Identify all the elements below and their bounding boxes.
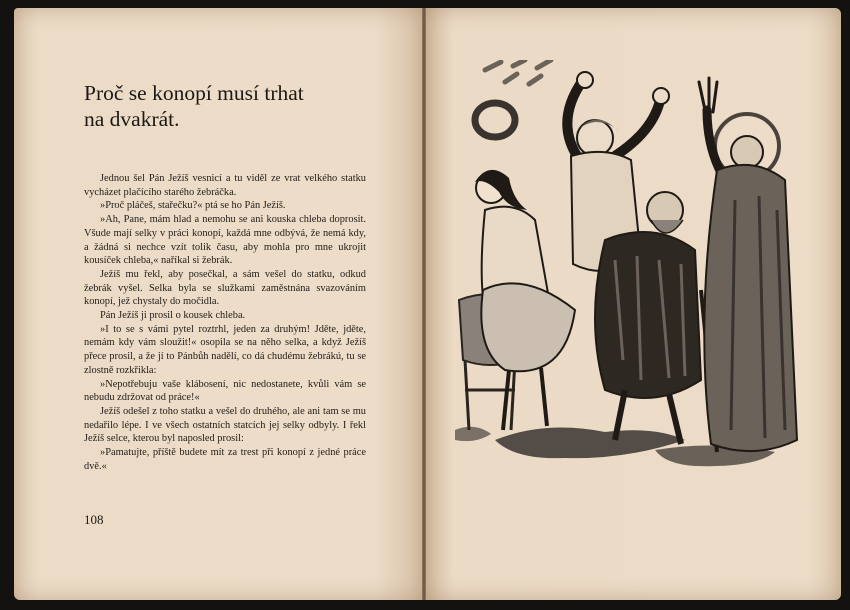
paragraph: »Pamatujte, příště budete mít za trest při konopí z jedné práce dvě.« [84, 447, 366, 472]
paragraph: »Ah, Pane, mám hlad a nemohu se ani kouska chleba doprosit. Všude mají selky v práci konopí, každá mne odbývá, že nemá kdy, a žádná si nechce vzít tolik času, aby mohla pro mne ukrojit kousíček chleba,« naříkal si žebrák. [84, 214, 366, 267]
woman-legs [503, 368, 547, 430]
chapter-title-line-1: Proč se konopí musí trhat [84, 81, 304, 105]
chapter-title [84, 80, 384, 132]
fist [577, 72, 593, 88]
beggar-beard [651, 220, 683, 233]
sky-streaks [485, 60, 551, 84]
robed-figure-head [731, 136, 763, 168]
page-number: 108 [84, 512, 104, 527]
paragraph: Jednou šel Pán Ježíš vesnicí a tu viděl ze vrat velkého statku vycházet plačícího starého žebráčka. [84, 173, 366, 198]
woman-skirt [481, 283, 575, 371]
paragraph: Ježíš mu řekl, aby posečkal, a sám vešel do statku, odkud žebrák vyšel. Selka byla se služkami zaměstnána svazováním konopí, jež chystaly do močidla. [84, 268, 366, 308]
angry-woman-head [577, 120, 613, 156]
paragraph: »I to se s vámi pytel roztrhl, jeden za druhým! Jděte, jděte, nemám kdy vám sloužit!« osopila se na něho selka, a když Ježíš přece prosil, a že jí to Pánbůh nadělí, co dá chudému žebrákú, tu se zlostně rozkřikla: [84, 323, 366, 376]
story-text [84, 172, 366, 473]
paragraph: Pán Ježíš ji prosil o kousek chleba. [100, 310, 246, 322]
paragraph: »Proč pláčeš, stařečku?« ptá se ho Pán Ježíš. [100, 200, 286, 212]
paragraph: »Nepotřebuju vaše klábosení, nic nedostanete, kvůli vám se nebudu zdržovat od práce!« [84, 378, 366, 404]
book-gutter [422, 8, 426, 600]
paragraph: Ježíš odešel z toho statku a vešel do druhého, ale ani tam se mu nedařilo lépe. I ve všech ostatních statcích jej selky odbyly. I řekl Ježíš selce, kterou byl naposled prosil: [84, 405, 366, 445]
chapter-title-line-2: na dvakrát. [84, 107, 180, 131]
fist [653, 88, 669, 104]
wreath [475, 103, 515, 137]
ground-shadow [455, 427, 491, 441]
story-illustration [455, 60, 805, 490]
ground-shadow [495, 428, 685, 459]
